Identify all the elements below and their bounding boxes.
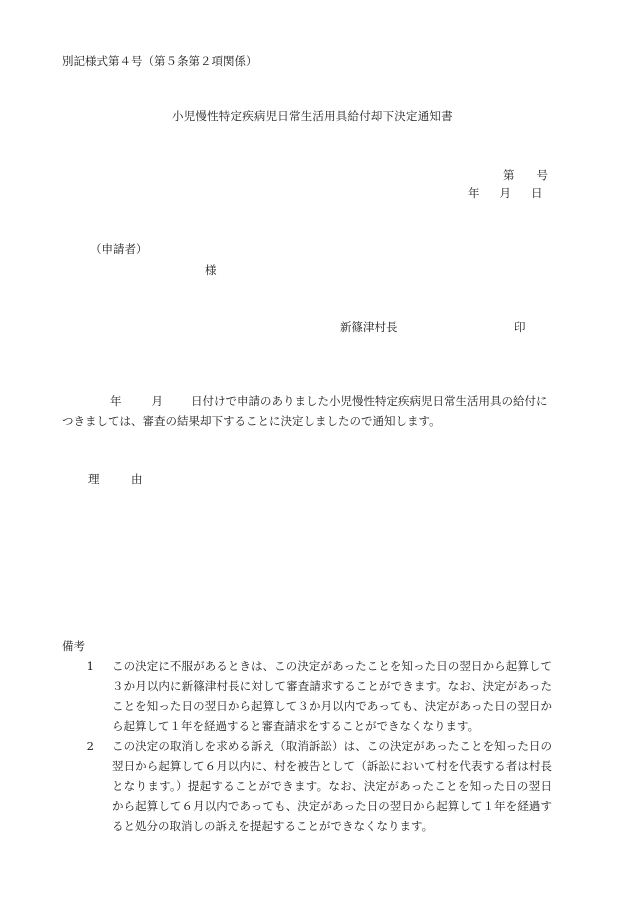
notification-body (62, 391, 552, 431)
body-year: 年 (110, 394, 122, 408)
body-month: 月 (151, 394, 163, 408)
date-year: 年 (468, 186, 480, 200)
document-number (503, 167, 548, 183)
applicant-label: （申請者） (90, 242, 148, 256)
issuer-name: 新篠津村長 (340, 320, 398, 334)
issue-date (468, 185, 543, 201)
remark-text: この決定の取消しを求める訴え（取消訴訟）は、この決定があったことを知った日の翌日から起算して６月以内に、村を被告として（訴訟において村を代表する者は村長となります。）提起することができます。なお、決定があったことを知った日の翌日から起算して６月以内であっても、決定があった日の翌日から起算して１年を経過すると処分の取消しの訴えを提起することができなくなります。 (112, 739, 552, 833)
honorific: 様 (205, 263, 217, 277)
form-reference: 別記様式第４号（第５条第２項関係） (62, 54, 258, 68)
seal-mark: 印 (514, 320, 526, 334)
remark-item (62, 656, 552, 736)
doc-number-suffix: 号 (536, 168, 548, 182)
remark-item (62, 736, 552, 836)
remarks-heading: 備考 (62, 639, 85, 653)
remarks-list (62, 656, 552, 836)
document-title: 小児慢性特定疾病児日常生活用具給付却下決定通知書 (172, 109, 453, 123)
doc-number-prefix: 第 (503, 168, 515, 182)
remark-text: この決定に不服があるときは、この決定があったことを知った日の翌日から起算して３か月以内に新篠津村長に対して審査請求することができます。なお、決定があったことを知った日の翌日から起算して３か月以内であっても、決定があった日の翌日から起算して１年を経過すると審査請求をすることができなくなります。 (112, 659, 552, 733)
remark-number: 2 (86, 739, 94, 753)
reason-label: 理 由 (88, 472, 153, 486)
remark-number: 1 (86, 659, 94, 673)
date-day: 日 (531, 186, 543, 200)
date-month: 月 (499, 186, 511, 200)
body-text: 日付けで申請のありました小児慢性特定疾病児日常生活用具の給付につきましては、審査の結果却下することに決定しましたので通知します。 (62, 394, 548, 428)
